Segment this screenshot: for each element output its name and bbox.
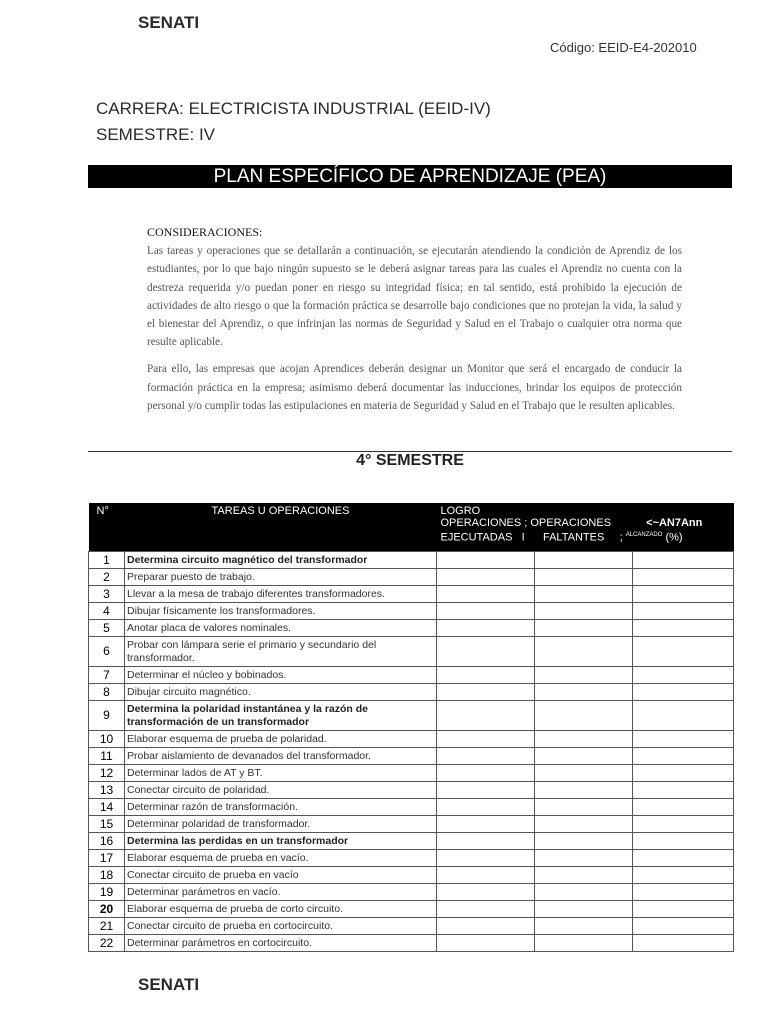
ejecutadas-cell[interactable] xyxy=(437,731,535,748)
table-row xyxy=(89,684,734,701)
alcanzado-cell[interactable] xyxy=(633,901,734,918)
ejecutadas-cell[interactable] xyxy=(437,867,535,884)
row-task: Determinar el núcleo y bobinados. xyxy=(125,667,437,684)
table-row xyxy=(89,731,734,748)
faltantes-cell[interactable] xyxy=(535,901,633,918)
table-row xyxy=(89,701,734,731)
table-row xyxy=(89,782,734,799)
ejecutadas-cell[interactable] xyxy=(437,833,535,850)
alcanzado-cell[interactable] xyxy=(633,799,734,816)
row-number: 21 xyxy=(89,918,125,935)
row-number: 11 xyxy=(89,748,125,765)
faltantes-cell[interactable] xyxy=(535,731,633,748)
brand-footer: SENATI xyxy=(138,975,200,994)
table-row xyxy=(89,935,734,952)
row-task: Determinar lados de AT y BT. xyxy=(125,765,437,782)
ejecutadas-cell[interactable] xyxy=(437,667,535,684)
faltantes-cell[interactable] xyxy=(535,918,633,935)
row-number: 6 xyxy=(89,637,125,667)
row-number: 2 xyxy=(89,569,125,586)
row-number: 16 xyxy=(89,833,125,850)
table-row xyxy=(89,901,734,918)
faltantes-cell[interactable] xyxy=(535,833,633,850)
ejecutadas-cell[interactable] xyxy=(437,569,535,586)
row-task: Determinar parámetros en vacío. xyxy=(125,884,437,901)
table-row xyxy=(89,620,734,637)
alcanzado-cell[interactable] xyxy=(633,569,734,586)
row-task: Conectar circuito de polaridad. xyxy=(125,782,437,799)
faltantes-cell[interactable] xyxy=(535,586,633,603)
header-ejecutadas-line: EJECUTADAS I FALTANTES ; xyxy=(440,531,623,544)
alcanzado-cell[interactable] xyxy=(633,586,734,603)
row-number: 4 xyxy=(89,603,125,620)
row-task: Determina las perdidas en un transformador xyxy=(125,833,437,850)
alcanzado-cell[interactable] xyxy=(633,782,734,799)
row-task: Dibujar circuito magnético. xyxy=(125,684,437,701)
row-task: Probar con lámpara serie el primario y secundario del transformador. xyxy=(125,637,437,667)
row-task: Determinar parámetros en cortocircuito. xyxy=(125,935,437,952)
row-task: Elaborar esquema de prueba de corto circuito. xyxy=(125,901,437,918)
row-task: Preparar puesto de trabajo. xyxy=(125,569,437,586)
header-logro-label: LOGRO xyxy=(440,505,481,517)
table-row xyxy=(89,552,734,569)
ejecutadas-cell[interactable] xyxy=(437,918,535,935)
alcanzado-cell[interactable] xyxy=(633,816,734,833)
table-row xyxy=(89,637,734,667)
row-task: Dibujar físicamente los transformadores. xyxy=(125,603,437,620)
brand-header: SENATI xyxy=(138,13,200,32)
row-number: 1 xyxy=(89,552,125,569)
row-number: 14 xyxy=(89,799,125,816)
row-number: 9 xyxy=(89,701,125,731)
table-row xyxy=(89,918,734,935)
header-tasks: TAREAS U OPERACIONES xyxy=(125,503,437,552)
table-row xyxy=(89,816,734,833)
considerations-paragraph-2: Para ello, las empresas que acojan Aprendices deberán designar un Monitor que será el encargado de conducir la formación práctica en la empresa; asimismo deberá documentar las inducciones, brindar los equipos de protección personal y/o cumplir todas las estipulaciones en materia de Seguridad y Salud en el Trabajo que le resulten aplicables. xyxy=(147,363,682,412)
ejecutadas-cell[interactable] xyxy=(437,620,535,637)
row-number: 20 xyxy=(89,901,125,918)
considerations-paragraph-1: Las tareas y operaciones que se detallarán a continuación, se ejecutarán atendiendo la condición de Aprendiz de los estudiantes, por lo que bajo ningún supuesto se le deberá asignar tareas para las cuales el Aprendiz no cuenta con la destreza requerida y/o puedan poner en riesgo su integridad física; en tal sentido, está prohibido la ejecución de actividades de alto riesgo o que la formación práctica se desarrolle bajo condiciones que no protejan la vida, la salud y el bienestar del Aprendiz, o que infrinjan las normas de Seguridad y Salud en el Trabajo o cualquier otra norma que resulte aplicable. xyxy=(147,245,682,349)
operations-table xyxy=(88,503,734,952)
ejecutadas-cell[interactable] xyxy=(437,884,535,901)
table-row xyxy=(89,833,734,850)
ejecutadas-cell[interactable] xyxy=(437,637,535,667)
header-operaciones-line: OPERACIONES ; OPERACIONES xyxy=(440,517,612,529)
faltantes-cell[interactable] xyxy=(535,701,633,731)
row-number: 3 xyxy=(89,586,125,603)
table-row xyxy=(89,586,734,603)
faltantes-cell[interactable] xyxy=(535,816,633,833)
alcanzado-cell[interactable] xyxy=(633,701,734,731)
considerations-block xyxy=(147,223,682,424)
faltantes-cell[interactable] xyxy=(535,552,633,569)
ejecutadas-cell[interactable] xyxy=(437,935,535,952)
faltantes-cell[interactable] xyxy=(535,569,633,586)
row-task: Determina circuito magnético del transformador xyxy=(125,552,437,569)
ejecutadas-cell[interactable] xyxy=(437,748,535,765)
table-row xyxy=(89,799,734,816)
header-percent-label: (%) xyxy=(665,531,683,544)
considerations-heading: CONSIDERACIONES: xyxy=(147,225,263,239)
faltantes-cell[interactable] xyxy=(535,748,633,765)
row-number: 7 xyxy=(89,667,125,684)
ejecutadas-cell[interactable] xyxy=(437,799,535,816)
row-number: 18 xyxy=(89,867,125,884)
operations-table-body xyxy=(89,552,734,952)
ejecutadas-cell[interactable] xyxy=(437,552,535,569)
alcanzado-cell[interactable] xyxy=(633,833,734,850)
ejecutadas-cell[interactable] xyxy=(437,765,535,782)
row-task: Conectar circuito de prueba en cortocircuito. xyxy=(125,918,437,935)
header-alcanzado-label: ALCANZADO xyxy=(625,532,663,538)
row-number: 5 xyxy=(89,620,125,637)
ejecutadas-cell[interactable] xyxy=(437,850,535,867)
table-row xyxy=(89,867,734,884)
alcanzado-cell[interactable] xyxy=(633,918,734,935)
row-task: Determina la polaridad instantánea y la razón de transformación de un transformador xyxy=(125,701,437,731)
row-number: 13 xyxy=(89,782,125,799)
plan-title-bar: PLAN ESPECÍFICO DE APRENDIZAJE (PEA) xyxy=(88,165,732,188)
faltantes-cell[interactable] xyxy=(535,603,633,620)
faltantes-cell[interactable] xyxy=(535,667,633,684)
alcanzado-cell[interactable] xyxy=(633,748,734,765)
row-number: 10 xyxy=(89,731,125,748)
table-row xyxy=(89,748,734,765)
row-number: 17 xyxy=(89,850,125,867)
alcanzado-cell[interactable] xyxy=(633,731,734,748)
row-task: Elaborar esquema de prueba en vacío. xyxy=(125,850,437,867)
alcanzado-cell[interactable] xyxy=(633,850,734,867)
table-row xyxy=(89,765,734,782)
table-row xyxy=(89,603,734,620)
alcanzado-cell[interactable] xyxy=(633,867,734,884)
career-title: CARRERA: ELECTRICISTA INDUSTRIAL (EEID-IV) xyxy=(96,99,491,118)
alcanzado-cell[interactable] xyxy=(633,552,734,569)
row-task: Determinar polaridad de transformador. xyxy=(125,816,437,833)
ejecutadas-cell[interactable] xyxy=(437,603,535,620)
ejecutadas-cell[interactable] xyxy=(437,701,535,731)
ejecutadas-cell[interactable] xyxy=(437,586,535,603)
faltantes-cell[interactable] xyxy=(535,765,633,782)
header-number: N° xyxy=(89,503,125,552)
alcanzado-cell[interactable] xyxy=(633,620,734,637)
faltantes-cell[interactable] xyxy=(535,637,633,667)
document-code: Código: EEID-E4-202010 xyxy=(550,40,697,55)
alcanzado-cell[interactable] xyxy=(633,603,734,620)
header-an-label: <~AN7Ann xyxy=(646,517,703,529)
faltantes-cell[interactable] xyxy=(535,620,633,637)
alcanzado-cell[interactable] xyxy=(633,667,734,684)
faltantes-cell[interactable] xyxy=(535,884,633,901)
table-header-row xyxy=(89,503,734,552)
ejecutadas-cell[interactable] xyxy=(437,816,535,833)
faltantes-cell[interactable] xyxy=(535,799,633,816)
table-row xyxy=(89,884,734,901)
section-title: 4° SEMESTRE xyxy=(356,452,464,469)
row-task: Determinar razón de transformación. xyxy=(125,799,437,816)
row-task: Llevar a la mesa de trabajo diferentes transformadores. xyxy=(125,586,437,603)
header-logro xyxy=(437,503,734,552)
row-number: 22 xyxy=(89,935,125,952)
table-row xyxy=(89,569,734,586)
faltantes-cell[interactable] xyxy=(535,782,633,799)
row-number: 15 xyxy=(89,816,125,833)
row-task: Conectar circuito de prueba en vacío xyxy=(125,867,437,884)
semester-title: SEMESTRE: IV xyxy=(96,125,216,144)
row-number: 12 xyxy=(89,765,125,782)
faltantes-cell[interactable] xyxy=(535,684,633,701)
row-task: Elaborar esquema de prueba de polaridad. xyxy=(125,731,437,748)
table-row xyxy=(89,850,734,867)
ejecutadas-cell[interactable] xyxy=(437,782,535,799)
alcanzado-cell[interactable] xyxy=(633,935,734,952)
row-task: Probar aislamiento de devanados del transformador. xyxy=(125,748,437,765)
ejecutadas-cell[interactable] xyxy=(437,901,535,918)
alcanzado-cell[interactable] xyxy=(633,765,734,782)
faltantes-cell[interactable] xyxy=(535,935,633,952)
faltantes-cell[interactable] xyxy=(535,867,633,884)
row-number: 19 xyxy=(89,884,125,901)
alcanzado-cell[interactable] xyxy=(633,684,734,701)
row-task: Anotar placa de valores nominales. xyxy=(125,620,437,637)
table-row xyxy=(89,667,734,684)
alcanzado-cell[interactable] xyxy=(633,637,734,667)
faltantes-cell[interactable] xyxy=(535,850,633,867)
ejecutadas-cell[interactable] xyxy=(437,684,535,701)
row-number: 8 xyxy=(89,684,125,701)
alcanzado-cell[interactable] xyxy=(633,884,734,901)
